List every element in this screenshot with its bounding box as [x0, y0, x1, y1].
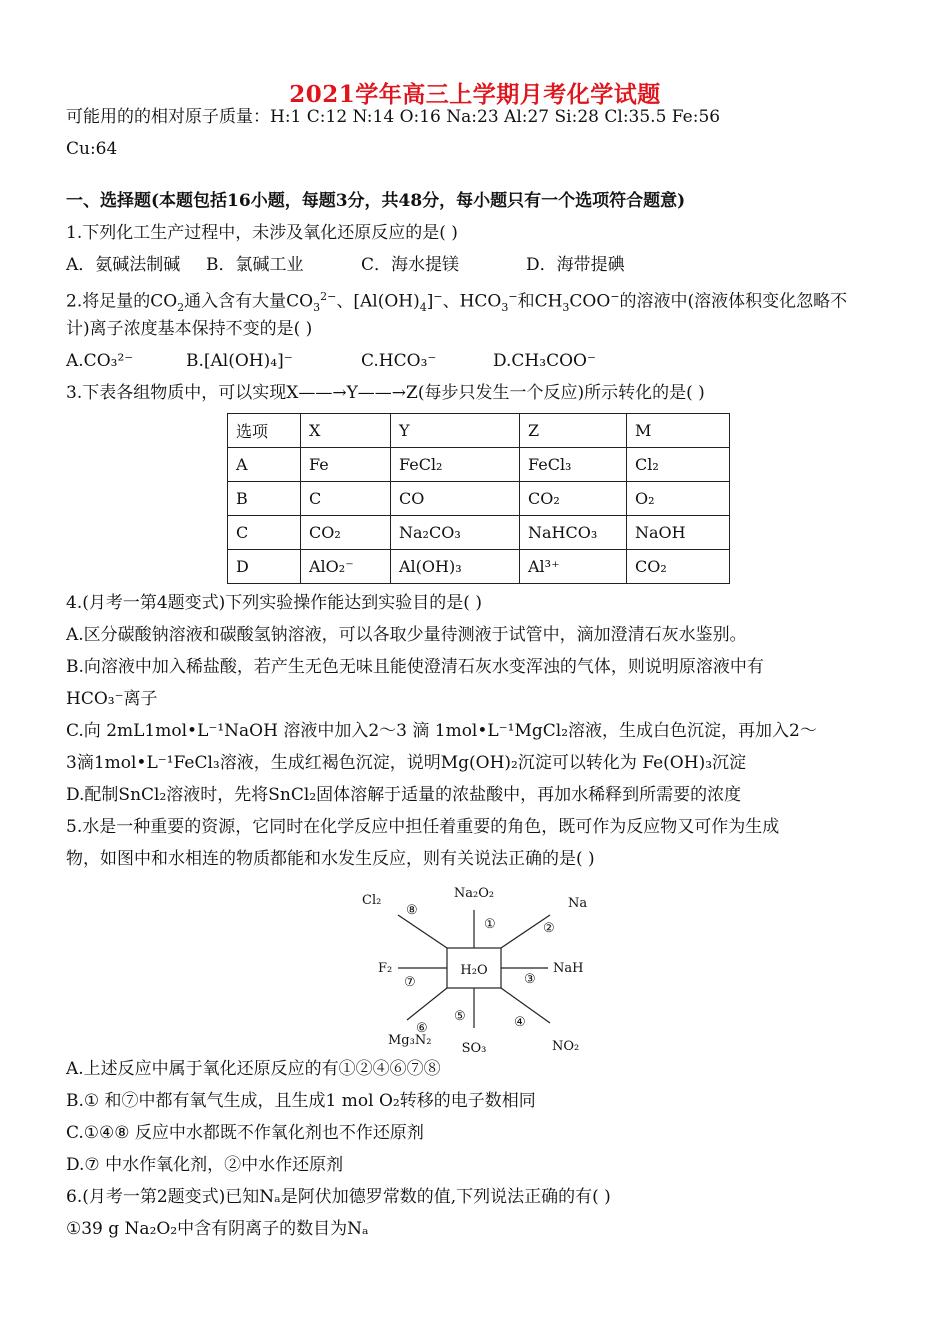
number-3: ③: [524, 972, 536, 987]
page-title: 2021学年高三上学期月考化学试题: [289, 81, 661, 108]
option-d: D．海带提碘: [526, 255, 625, 275]
number-8: ⑧: [406, 903, 418, 918]
center-label: H₂O: [460, 963, 488, 978]
table-cell: NaHCO₃: [520, 516, 627, 550]
option-c: C．海水提镁: [361, 255, 460, 275]
table-cell: B: [228, 482, 301, 516]
question-4-option-b: B.向溶液中加入稀盐酸，若产生无色无味且能使澄清石灰水变浑浊的气体，则说明原溶液中有: [66, 657, 764, 677]
option-b: B．氯碱工业: [206, 255, 304, 275]
question-2-stem-line2: 计)离子浓度基本保持不变的是( ): [66, 319, 313, 339]
table-cell: CO₂: [520, 482, 627, 516]
number-4: ④: [514, 1015, 526, 1030]
table-cell: Fe: [301, 448, 391, 482]
table-header-cell: Y: [391, 414, 520, 448]
atomic-masses-line-2: Cu:64: [66, 139, 118, 159]
label-f2: F₂: [378, 961, 393, 976]
water-reaction-diagram: [350, 880, 610, 1058]
question-4-option-c-cont: 3滴1mol•L⁻¹FeCl₃溶液，生成红褐色沉淀，说明Mg(OH)₂沉淀可以转化为 Fe(OH)₃沉淀: [66, 753, 747, 773]
number-7: ⑦: [404, 975, 416, 990]
table-header-row: [228, 414, 730, 448]
table-cell: CO: [391, 482, 520, 516]
question-2-options: [66, 350, 596, 372]
table-cell: C: [301, 482, 391, 516]
question-5-option-c: C.①④⑧ 反应中水都既不作氧化剂也不作还原剂: [66, 1123, 424, 1143]
table-cell: FeCl₃: [520, 448, 627, 482]
question-6-stem: 6.(月考一第2题变式)已知Nₐ是阿伏加德罗常数的值,下列说法正确的有( ): [66, 1187, 611, 1207]
table-cell: Al³⁺: [520, 550, 627, 584]
question-5-option-b: B.① 和⑦中都有氧气生成，且生成1 mol O₂转移的电子数相同: [66, 1091, 536, 1111]
table-cell: D: [228, 550, 301, 584]
option-a: A．氨碱法制碱: [66, 255, 181, 275]
table-row: [228, 550, 730, 584]
option-b: B.[Al(OH)₄]⁻: [186, 351, 293, 371]
question-1-stem: 1.下列化工生产过程中，未涉及氧化还原反应的是( ): [66, 223, 458, 243]
label-nah: NaH: [553, 961, 584, 976]
table-cell: NaOH: [627, 516, 730, 550]
question-1-options: [66, 254, 625, 276]
question-5-option-d: D.⑦ 中水作氧化剂，②中水作还原剂: [66, 1155, 344, 1175]
table-row: [228, 482, 730, 516]
question-3-stem: 3.下表各组物质中，可以实现X——→Y——→Z(每步只发生一个反应)所示转化的是( ): [66, 383, 705, 403]
table-cell: CO₂: [627, 550, 730, 584]
number-2: ②: [543, 921, 555, 936]
table-header-cell: X: [301, 414, 391, 448]
question-4-stem: 4.(月考一第4题变式)下列实验操作能达到实验目的是( ): [66, 593, 482, 613]
option-c: C.HCO₃⁻: [361, 351, 437, 371]
section-heading: 一、选择题(本题包括16小题，每题3分，共48分，每小题只有一个选项符合题意): [66, 191, 686, 211]
question-4-option-a: A.区分碳酸钠溶液和碳酸氢钠溶液，可以各取少量待测液于试管中，滴加澄清石灰水鉴别。: [66, 625, 747, 645]
number-5: ⑤: [454, 1009, 466, 1024]
table-cell: Cl₂: [627, 448, 730, 482]
table-cell: CO₂: [301, 516, 391, 550]
number-6: ⑥: [416, 1021, 428, 1036]
label-na: Na: [568, 896, 588, 911]
question-5-stem-line2: 物，如图中和水相连的物质都能和水发生反应，则有关说法正确的是( ): [66, 849, 595, 869]
question-2-stem: 2.将足量的$CO_2$通入含有大量$CO_3^{2-}$、$[Al(OH)_4]^-$、$HCO_3^-$和$CH_3COO^-$的溶液中(溶液体积变化忽略不: [66, 290, 848, 315]
label-cl2: Cl₂: [362, 893, 382, 908]
question-3-table: [227, 413, 730, 584]
question-4-option-d: D.配制SnCl₂溶液时，先将SnCl₂固体溶解于适量的浓盐酸中，再加水稀释到所需要的浓度: [66, 785, 742, 805]
table-cell: C: [228, 516, 301, 550]
option-d: D.CH₃COO⁻: [493, 351, 596, 371]
question-4-option-c: C.向 2mL1mol•L⁻¹NaOH 溶液中加入2～3 滴 1mol•L⁻¹MgCl₂溶液，生成白色沉淀，再加入2～: [66, 721, 817, 741]
label-so3: SO₃: [461, 1041, 487, 1056]
label-mg3n2: Mg₃N₂: [388, 1033, 432, 1048]
option-a: A.CO₃²⁻: [66, 351, 134, 371]
label-no2: NO₂: [552, 1039, 580, 1054]
table-header-cell: 选项: [228, 414, 301, 448]
table-cell: Al(OH)₃: [391, 550, 520, 584]
table-header-cell: Z: [520, 414, 627, 448]
table-cell: AlO₂⁻: [301, 550, 391, 584]
atomic-masses-line: 可能用的的相对原子质量：H:1 C:12 N:14 O:16 Na:23 Al:27 Si:28 Cl:35.5 Fe:56: [66, 107, 721, 127]
question-6-item-1: ①39 g Na₂O₂中含有阴离子的数目为Nₐ: [66, 1219, 369, 1239]
table-row: [228, 516, 730, 550]
question-5-option-a: A.上述反应中属于氧化还原反应的有①②④⑥⑦⑧: [66, 1059, 441, 1079]
question-4-option-b-cont: HCO₃⁻离子: [66, 689, 158, 709]
table-header-cell: M: [627, 414, 730, 448]
number-1: ①: [484, 917, 496, 932]
table-cell: Na₂CO₃: [391, 516, 520, 550]
table-row: [228, 448, 730, 482]
table-cell: FeCl₂: [391, 448, 520, 482]
question-5-stem: 5.水是一种重要的资源，它同时在化学反应中担任着重要的角色，既可作为反应物又可作为生成: [66, 817, 780, 837]
label-na2o2: Na₂O₂: [453, 886, 495, 901]
table-cell: A: [228, 448, 301, 482]
table-cell: O₂: [627, 482, 730, 516]
